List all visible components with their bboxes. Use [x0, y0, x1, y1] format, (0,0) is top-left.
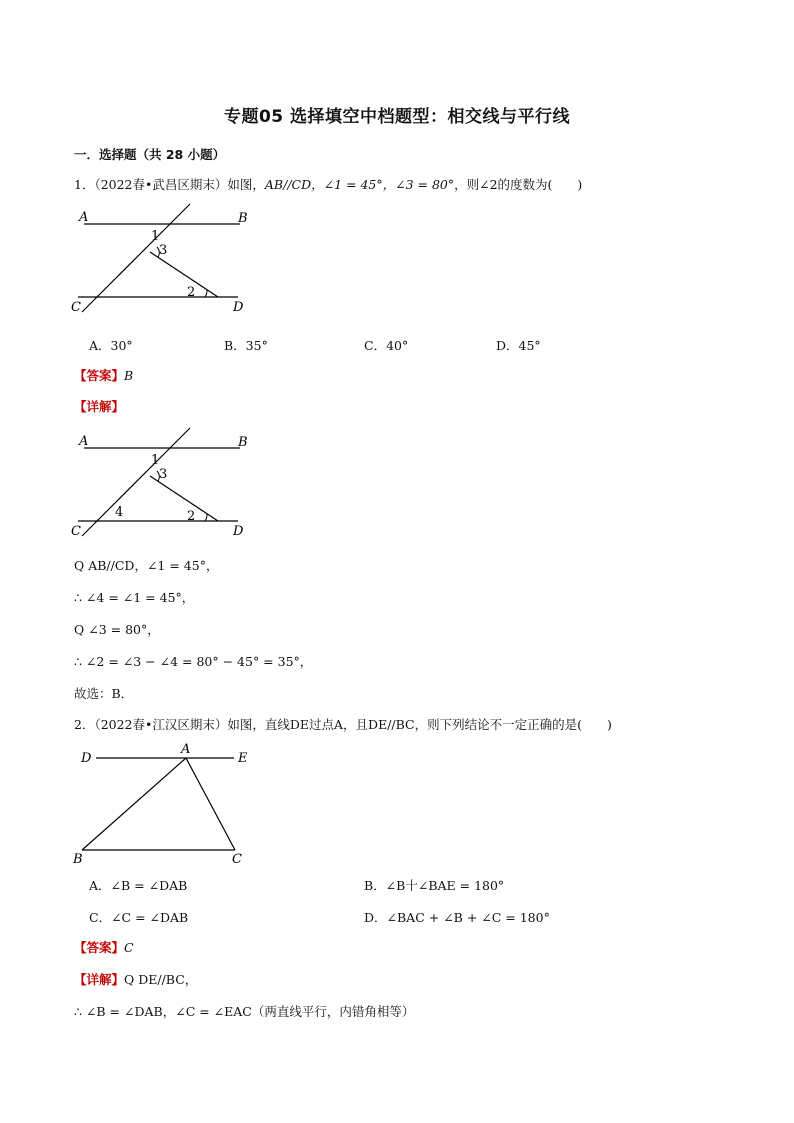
q1-sol-fig-label-C: C [71, 524, 81, 539]
q2-option-d: D．∠BAC + ∠B + ∠C = 180° [364, 910, 550, 925]
q1-detail-tag: 【详解】 [74, 399, 125, 414]
q1-fig-label-A: A [79, 210, 89, 225]
q1-fig-label-2: 2 [187, 285, 196, 300]
q1-fig-label-C: C [71, 300, 81, 315]
q2-detail-tag: 【详解】 [74, 972, 125, 987]
q1-option-c: C．40° [364, 338, 409, 353]
q1-math: AB//CD，∠1 = 45°，∠3 = 80° [264, 177, 455, 192]
q2-detail-line-1: Q DE//BC， [124, 972, 198, 987]
q1-solution-line-3: Q ∠3 = 80°， [74, 622, 160, 637]
q1-fig-label-B: B [238, 211, 248, 226]
q1-fig-label-D: D [233, 300, 244, 315]
q1-answer [74, 368, 133, 384]
q2-fig-label-A: A [181, 742, 191, 757]
q2-fig-label-E: E [238, 751, 248, 766]
q2-answer-tag: 【答案】 [74, 940, 125, 955]
section-heading: 一．选择题（共 28 小题） [74, 147, 226, 162]
q2-fig-label-B: B [73, 852, 83, 867]
q1-solution-line-2: ∴ ∠4 = ∠1 = 45°， [74, 590, 195, 605]
q1-option-a: A．30° [89, 338, 133, 353]
q1-answer-tag: 【答案】 [74, 368, 125, 383]
q1-solution-line-1: Q AB//CD，∠1 = 45°， [74, 558, 219, 573]
q2-answer [74, 940, 134, 956]
page-title: 专题05 选择填空中档题型：相交线与平行线 [223, 107, 571, 127]
q1-sol-fig-label-1: 1 [151, 453, 160, 468]
q1-option-b: B．35° [224, 338, 268, 353]
q1-sol-fig-label-A: A [79, 434, 89, 449]
q2-answer-value: C [124, 940, 134, 955]
q1-sol-fig-label-4: 4 [115, 505, 124, 520]
q1-solution-line-5: 故选：B． [74, 686, 134, 701]
q2-fig-label-C: C [232, 852, 242, 867]
q2-figure [72, 740, 262, 867]
question-2-stem: 2．（2022春•江汉区期末）如图，直线DE过点A，且DE//BC，则下列结论不一定正确的是( ) [74, 717, 612, 732]
q2-detail [74, 972, 197, 988]
q1-solution-figure [66, 428, 256, 540]
q1-sol-fig-label-D: D [233, 524, 244, 539]
q1-answer-value: B [124, 368, 134, 383]
q1-fig-label-1: 1 [151, 229, 160, 244]
q2-option-b: B．∠B十∠BAE = 180° [364, 878, 505, 893]
q1-sol-fig-label-3: 3 [159, 467, 168, 482]
q2-detail-line-2: ∴ ∠B = ∠DAB，∠C = ∠EAC（两直线平行，内错角相等） [74, 1004, 415, 1019]
q2-fig-label-D: D [81, 751, 92, 766]
q1-sol-fig-label-2: 2 [187, 509, 196, 524]
q2-option-c: C．∠C = ∠DAB [89, 910, 189, 925]
q1-suffix: ，则∠2的度数为( ) [454, 177, 583, 192]
q1-solution-line-4: ∴ ∠2 = ∠3 − ∠4 = 80° − 45° = 35°， [74, 654, 313, 669]
q1-option-d: D．45° [496, 338, 541, 353]
q1-prefix: 1．（2022春•武昌区期末）如图， [74, 177, 265, 192]
q1-sol-fig-label-B: B [238, 435, 248, 450]
q1-fig-label-3: 3 [159, 243, 168, 258]
q2-option-a: A．∠B = ∠DAB [89, 878, 188, 893]
q1-figure [66, 204, 256, 316]
question-1-stem [74, 177, 582, 193]
